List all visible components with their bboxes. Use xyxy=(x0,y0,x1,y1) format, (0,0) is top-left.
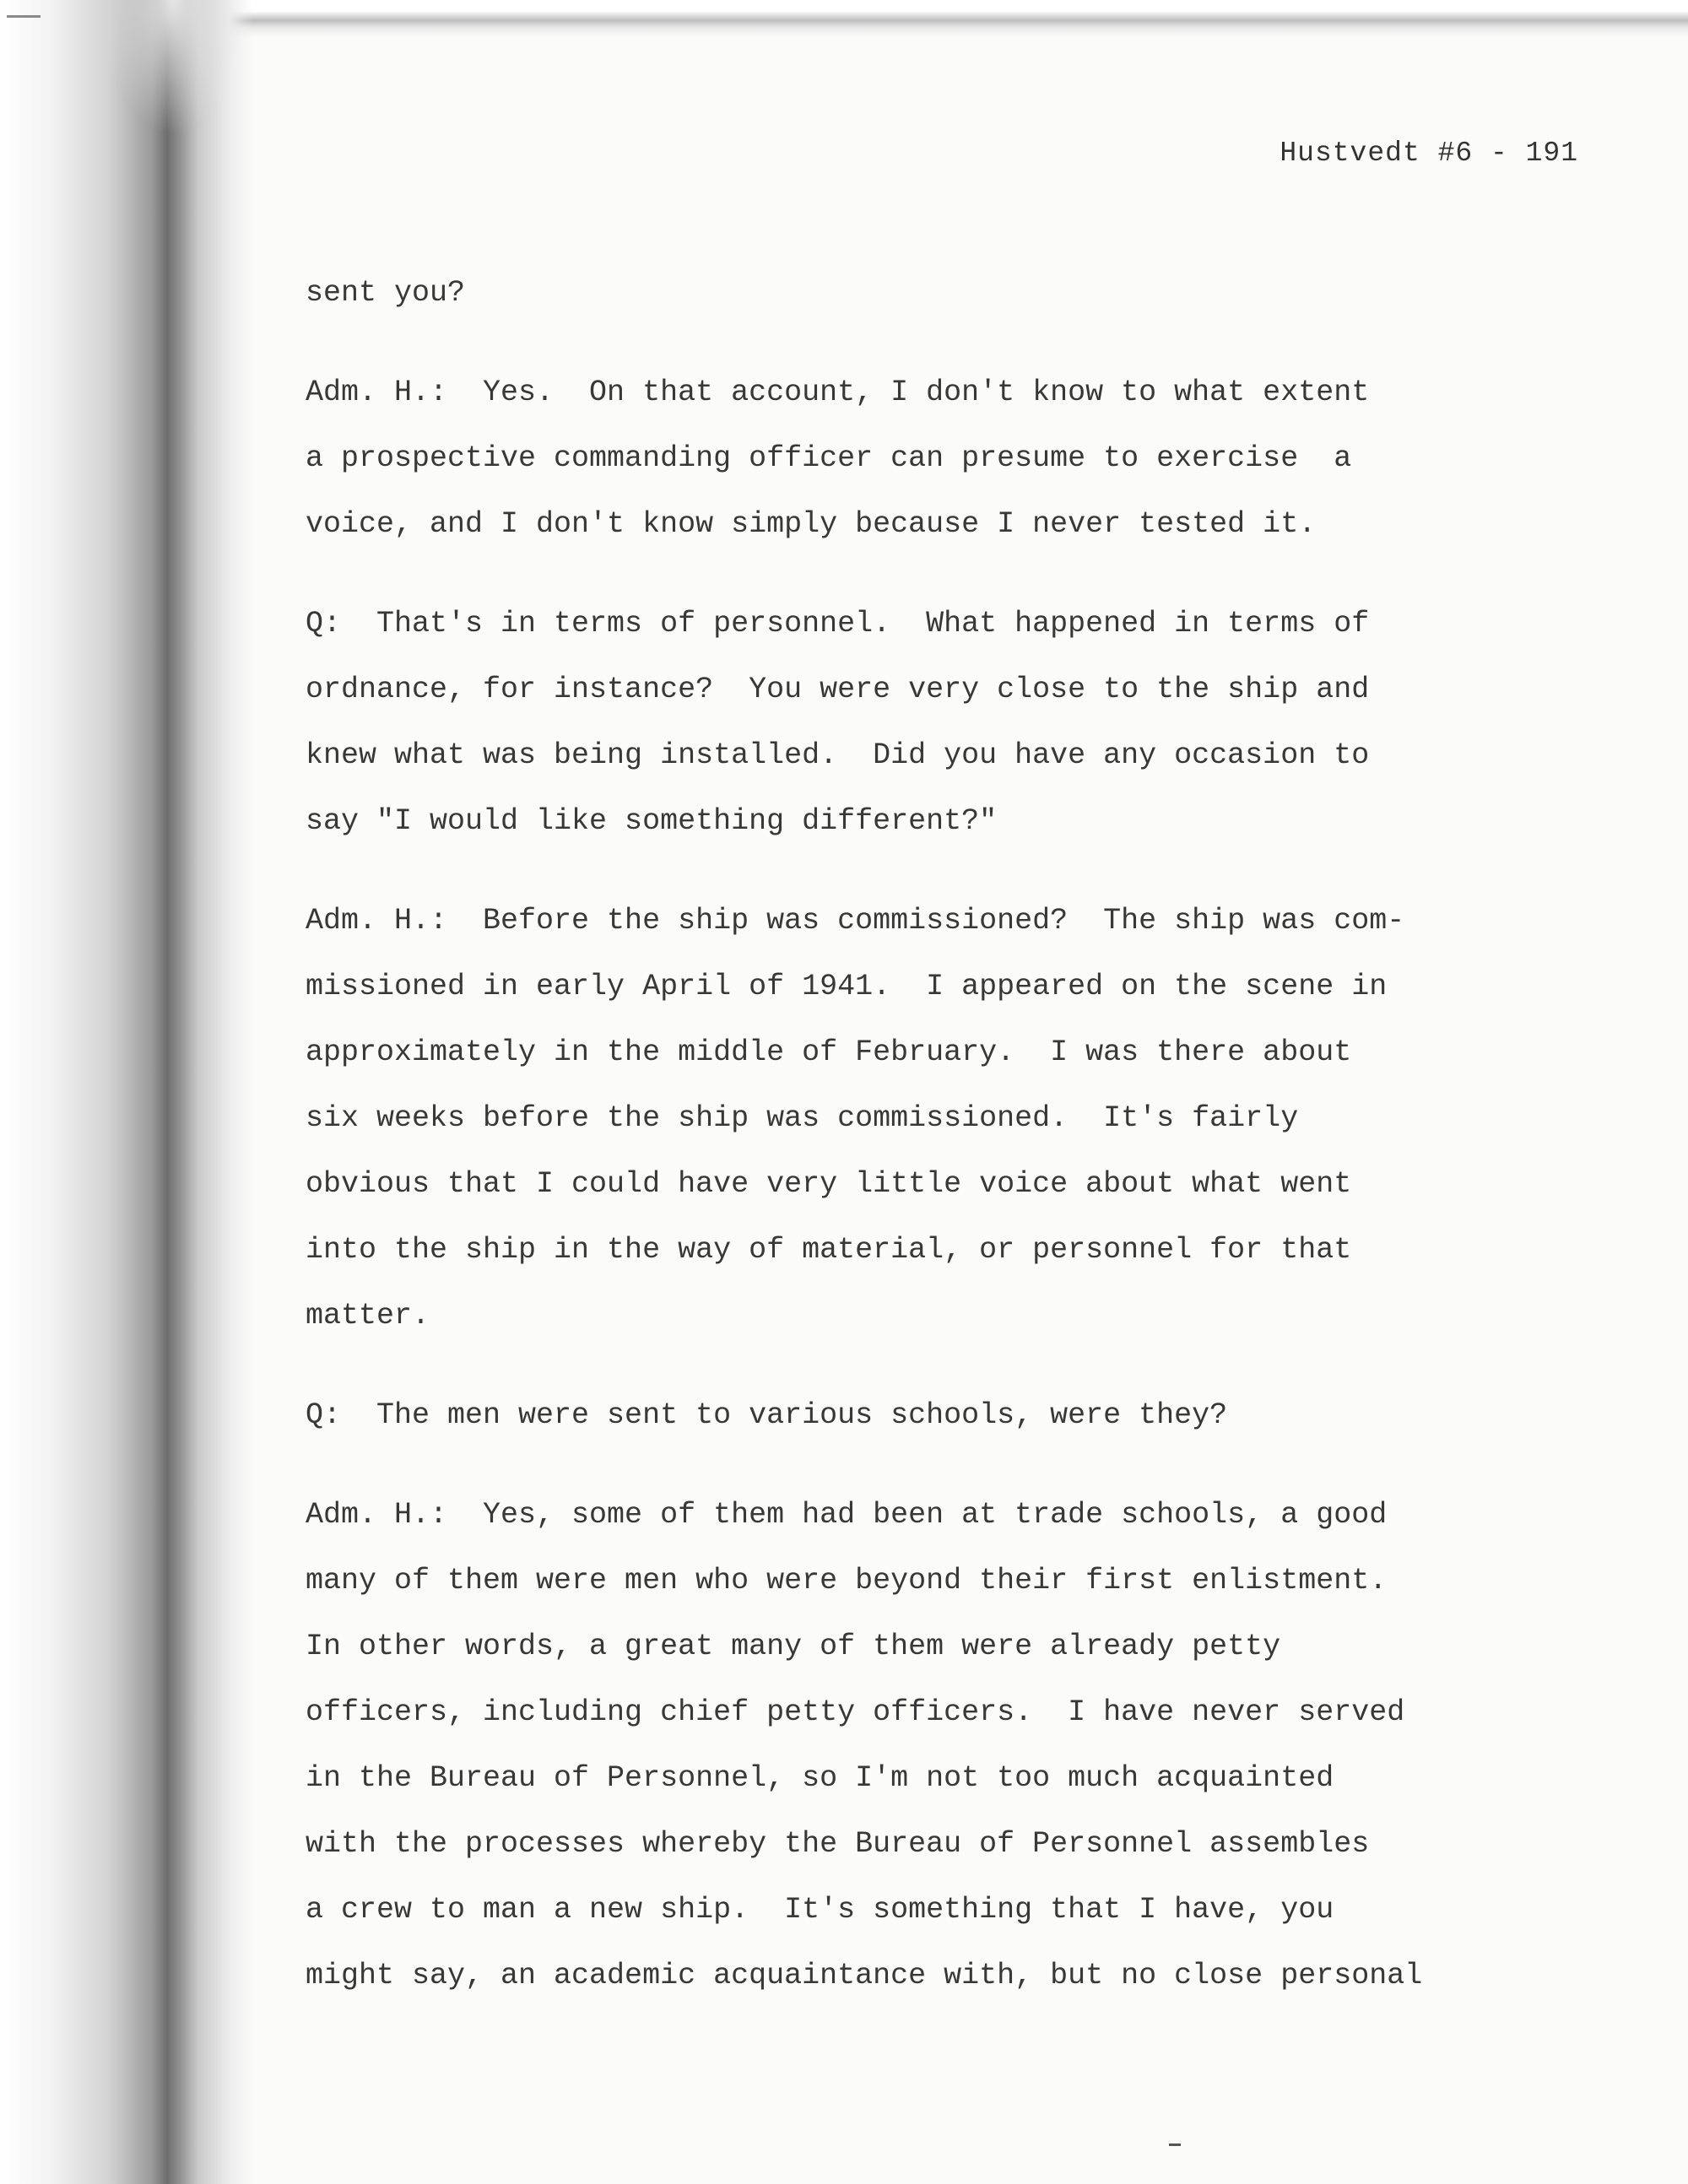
text-line: with the processes whereby the Bureau of Personnel assembles xyxy=(306,1827,1370,1861)
text-line: a crew to man a new ship. It's something that I have, you xyxy=(306,1893,1334,1927)
binding-flare xyxy=(101,0,245,135)
text-line: Adm. H.: Yes. On that account, I don't know to what extent xyxy=(306,376,1370,409)
text-line: might say, an academic acquaintance with, but no close personal xyxy=(306,1959,1423,1992)
transcript-body xyxy=(306,260,1580,2008)
text-line: Adm. H.: Before the ship was commissioned? The ship was com- xyxy=(306,904,1405,938)
text-line: Adm. H.: Yes, some of them had been at trade schools, a good xyxy=(306,1498,1388,1532)
text-line: say "I would like something different?" xyxy=(306,804,998,838)
scan-speck xyxy=(1169,2143,1181,2146)
text-line: matter. xyxy=(306,1299,430,1333)
text-line: In other words, a great many of them were already petty xyxy=(306,1630,1281,1663)
paragraph xyxy=(306,591,1580,854)
corner-scan-mark xyxy=(7,15,41,18)
page-header-reference: Hustvedt #6 - 191 xyxy=(1280,138,1578,169)
binding-shadow xyxy=(0,0,253,2184)
paragraph xyxy=(306,359,1580,557)
text-line: knew what was being installed. Did you have any occasion to xyxy=(306,738,1370,772)
text-line: a prospective commanding officer can presume to exercise a xyxy=(306,441,1352,475)
page-top-shadow xyxy=(0,0,1688,37)
text-line: into the ship in the way of material, or personnel for that xyxy=(306,1233,1352,1267)
text-line: many of them were men who were beyond their first enlistment. xyxy=(306,1564,1388,1597)
text-line: approximately in the middle of February. I was there about xyxy=(306,1035,1352,1069)
text-line: ordnance, for instance? You were very close to the ship and xyxy=(306,673,1370,706)
text-line: Q: That's in terms of personnel. What happened in terms of xyxy=(306,607,1370,641)
text-line: voice, and I don't know simply because I never tested it. xyxy=(306,507,1317,541)
paragraph xyxy=(306,888,1580,1349)
paragraph xyxy=(306,260,1580,326)
text-line: missioned in early April of 1941. I appeared on the scene in xyxy=(306,970,1388,1003)
paragraph xyxy=(306,1482,1580,2008)
text-line: Q: The men were sent to various schools, were they? xyxy=(306,1398,1228,1432)
text-line: officers, including chief petty officers. I have never served xyxy=(306,1695,1405,1729)
text-line: in the Bureau of Personnel, so I'm not too much acquainted xyxy=(306,1761,1334,1795)
text-line: sent you? xyxy=(306,276,466,310)
text-line: obvious that I could have very little voice about what went xyxy=(306,1167,1352,1201)
paragraph xyxy=(306,1382,1580,1448)
text-line: six weeks before the ship was commissioned. It's fairly xyxy=(306,1101,1299,1135)
